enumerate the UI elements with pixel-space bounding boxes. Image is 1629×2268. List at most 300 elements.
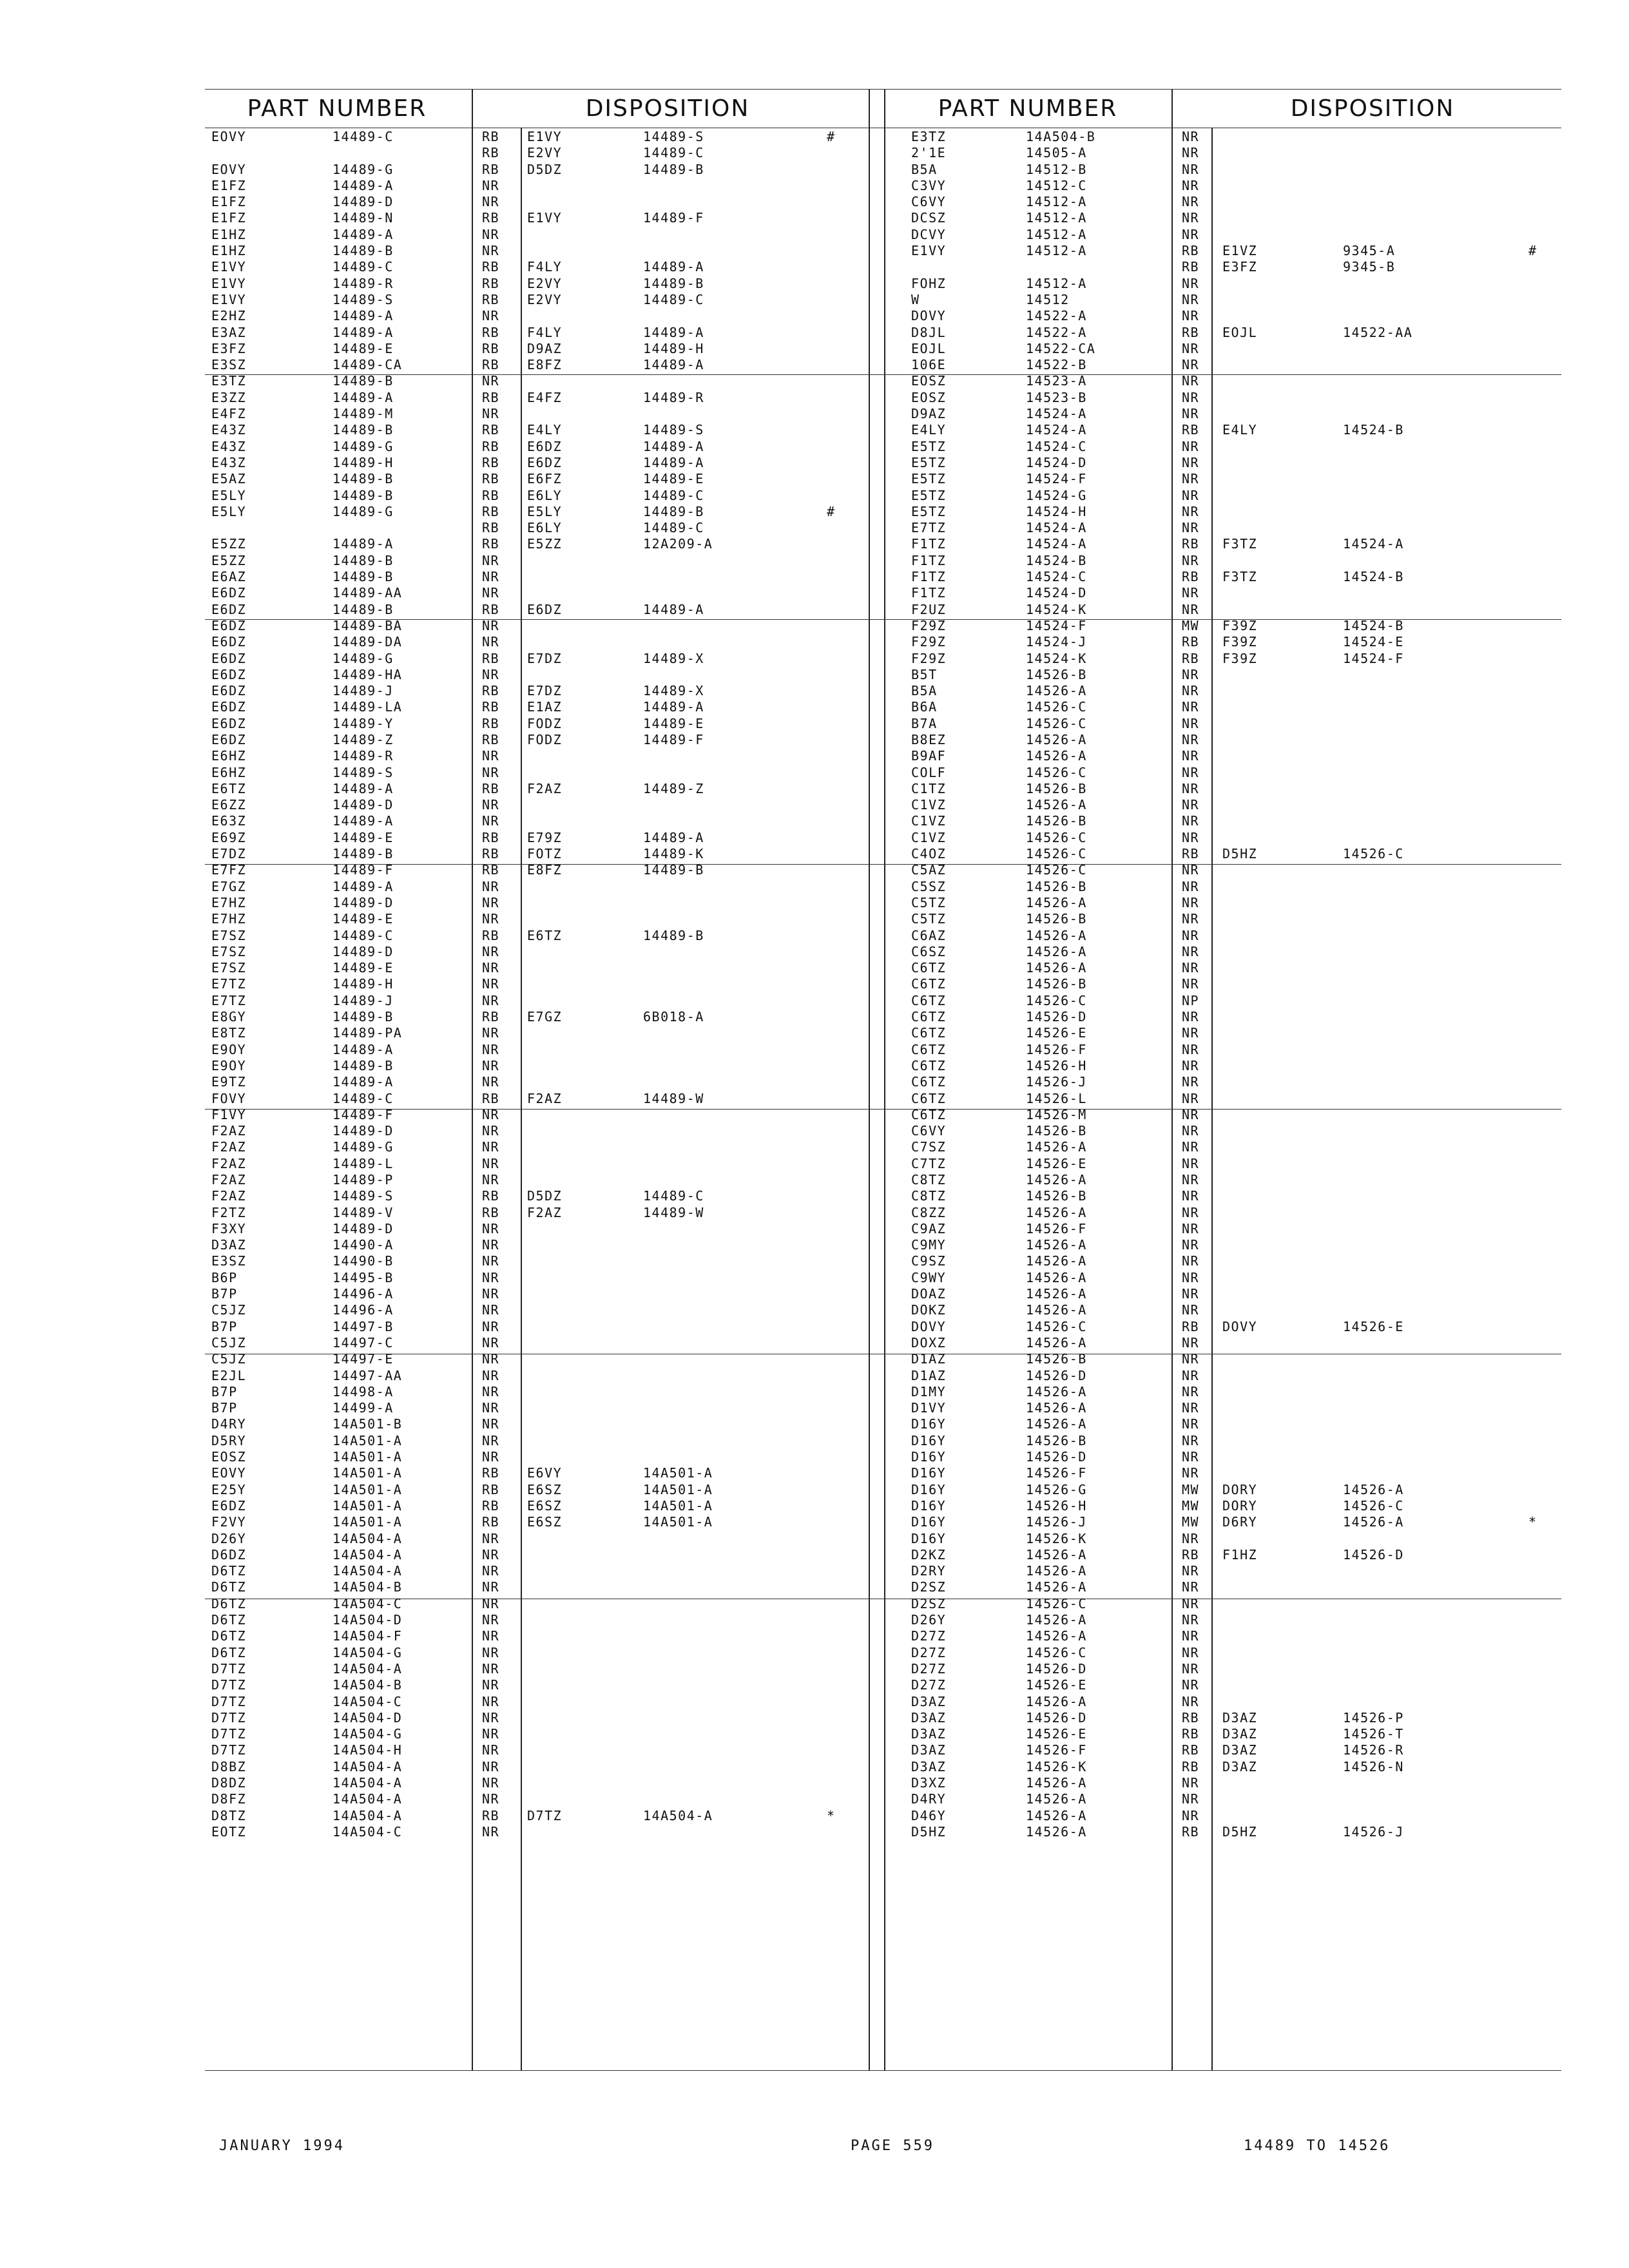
disposition-code-cell: NR [482,1677,500,1693]
disposition-code-cell: NR [482,764,500,780]
disposition-code-cell: RB [482,340,500,356]
disposition-code-cell: RB [1182,634,1200,650]
table-row [205,276,869,292]
disposition-code-cell: NR [1182,1774,1200,1791]
base-suffix-cell: 14489-D [333,194,394,210]
new-number-cell: 14489-A [643,454,704,470]
table-row [884,1368,1567,1384]
table-row [205,1824,869,1840]
base-suffix-cell: 14526-C [1026,829,1087,845]
base-suffix-cell: 14523-B [1026,389,1087,405]
prefix-cell: D8FZ [211,1791,247,1807]
center-divider-a [869,89,870,2070]
prefix-cell: C6AZ [911,927,947,943]
table-row [884,1661,1567,1677]
prefix-cell: FOVY [211,1090,247,1106]
prefix-cell: E7SZ [211,943,247,959]
new-number-cell: 14489-C [643,291,704,307]
base-suffix-cell: 14522-A [1026,324,1087,340]
new-prefix-cell: E1VY [527,210,563,226]
base-suffix-cell: 14489-A [333,308,394,324]
disposition-code-cell: NR [482,634,500,650]
new-prefix-cell: E6FZ [527,471,563,487]
base-suffix-cell: 14526-A [1026,1791,1087,1807]
new-prefix-cell: E8FZ [527,357,563,373]
prefix-cell: E7HZ [211,894,247,910]
disposition-code-cell: NR [1182,943,1200,959]
table-row [205,1759,869,1775]
prefix-cell: D7TZ [211,1726,247,1742]
new-prefix-cell: E5LY [527,503,563,519]
disposition-code-cell: NR [482,1074,500,1090]
prefix-cell: D16Y [911,1497,947,1514]
disposition-code-cell: NR [482,552,500,568]
table-row [205,129,869,145]
disposition-code-cell: NR [482,308,500,324]
table-row [884,602,1567,618]
new-number-cell: 14489-S [643,129,704,144]
new-number-cell: 14524-B [1343,569,1404,585]
table-row [205,145,869,161]
bottom-rule [205,2070,1561,2071]
new-number-cell: 14489-F [643,210,704,226]
footer-range: 14489 TO 14526 [1244,2138,1391,2154]
prefix-cell: D16Y [911,1432,947,1448]
table-row [205,1025,869,1041]
prefix-cell: F29Z [911,617,947,633]
prefix-cell: E7HZ [211,911,247,927]
disposition-code-cell: NR [482,569,500,585]
table-row [205,1156,869,1172]
disposition-code-cell: NR [482,1155,500,1171]
right-parts-list [884,129,1567,1840]
prefix-cell: C6TZ [911,1057,947,1073]
prefix-cell: E43Z [211,438,247,454]
prefix-cell: C9WY [911,1269,947,1285]
table-row [884,1514,1567,1530]
disposition-code-cell: RB [482,259,500,275]
base-suffix-cell: 14489-S [333,764,394,780]
disposition-code-cell: NR [482,226,500,242]
base-suffix-cell: 14A504-A [333,1660,403,1677]
prefix-cell: E1VY [211,259,247,275]
table-row [205,1351,869,1367]
prefix-cell: D3AZ [911,1726,947,1742]
disposition-code-cell: NR [482,1546,500,1562]
base-suffix-cell: 14489-LA [333,699,403,715]
prefix-cell: E2HZ [211,308,247,324]
prefix-cell: D6TZ [211,1644,247,1660]
prefix-cell: D6TZ [211,1563,247,1579]
disposition-code-cell: NR [1182,1057,1200,1073]
disposition-code-cell: NR [1182,1025,1200,1041]
prefix-cell: F29Z [911,634,947,650]
base-suffix-cell: 14523-A [1026,373,1087,389]
new-prefix-cell: F3TZ [1222,536,1258,552]
new-number-cell: 14489-X [643,650,704,666]
prefix-cell: E6DZ [211,683,247,699]
table-row [205,1742,869,1758]
new-prefix-cell: DORY [1222,1497,1258,1514]
base-suffix-cell: 14489-D [333,1123,394,1139]
new-prefix-cell: F39Z [1222,617,1258,633]
new-prefix-cell: E6SZ [527,1514,563,1530]
disposition-code-cell: NR [1182,487,1200,503]
disposition-code-cell: NR [1182,1253,1200,1269]
prefix-cell: E1VY [911,243,947,259]
new-number-cell: 14489-W [643,1204,704,1220]
prefix-cell: D6TZ [211,1628,247,1644]
new-prefix-cell: E6DZ [527,601,563,617]
base-suffix-cell: 14A504-A [333,1563,403,1579]
new-number-cell: 14489-X [643,683,704,699]
prefix-cell: C6TZ [911,1009,947,1025]
prefix-cell: EOSZ [911,389,947,405]
prefix-cell: E6DZ [211,715,247,731]
prefix-cell: D5HZ [911,1823,947,1840]
prefix-cell: DOXZ [911,1334,947,1350]
disposition-code-cell: NR [1182,699,1200,715]
prefix-cell: D7TZ [211,1660,247,1677]
base-suffix-cell: 14489-R [333,275,394,291]
base-suffix-cell: 14489-D [333,894,394,910]
disposition-code-cell: NR [482,373,500,389]
disposition-code-cell: NR [482,1449,500,1465]
base-suffix-cell: 14526-A [1026,748,1087,764]
disposition-code-cell: NR [482,1823,500,1840]
table-row [205,390,869,406]
prefix-cell: E6DZ [211,585,247,601]
prefix-cell: D2SZ [911,1595,947,1611]
disposition-code-cell: NR [1182,1204,1200,1220]
base-suffix-cell: 14489-A [333,1041,394,1057]
prefix-cell: DOVY [911,1318,947,1334]
disposition-code-cell: NR [482,1172,500,1187]
table-row [884,422,1567,438]
table-row [884,748,1567,764]
disposition-code-cell: RB [482,389,500,405]
base-suffix-cell: 14524-D [1026,454,1087,470]
disposition-code-cell: NR [1182,145,1200,161]
disposition-code-cell: RB [482,829,500,845]
prefix-cell: E5TZ [911,487,947,503]
table-row [884,1384,1567,1400]
new-prefix-cell: E4LY [527,422,563,438]
new-number-cell: 14524-B [1343,617,1404,633]
base-suffix-cell: 14512-A [1026,226,1087,242]
table-row [884,1042,1567,1058]
table-row [205,1123,869,1139]
new-prefix-cell: FODZ [527,731,563,747]
disposition-code-cell: NR [1182,1351,1200,1367]
prefix-cell: D7TZ [211,1742,247,1758]
disposition-code-cell: MW [1182,617,1200,633]
table-row [205,1400,869,1416]
table-row [884,1710,1567,1726]
prefix-cell: F2AZ [211,1139,247,1155]
prefix-cell: E8TZ [211,1025,247,1041]
new-prefix-cell: E2VY [527,291,563,307]
base-suffix-cell: 14522-B [1026,357,1087,373]
note-cell: * [827,1807,836,1823]
right-part-number-header: PART NUMBER [938,95,1118,122]
base-suffix-cell: 14526-A [1026,1253,1087,1269]
disposition-code-cell: NR [1182,764,1200,780]
base-suffix-cell: 14526-J [1026,1074,1087,1090]
base-suffix-cell: 14489-D [333,1220,394,1236]
table-row [205,976,869,992]
table-row [205,1694,869,1710]
new-number-cell: 14489-B [643,503,704,519]
disposition-code-cell: NR [1182,1155,1200,1171]
disposition-code-cell: NR [482,1334,500,1350]
table-row [884,276,1567,292]
base-suffix-cell: 14524-K [1026,601,1087,617]
prefix-cell: E8GY [211,1009,247,1025]
base-suffix-cell: 14524-A [1026,406,1087,422]
prefix-cell: C6VY [911,1123,947,1139]
disposition-code-cell: NR [1182,1188,1200,1204]
prefix-cell: E43Z [211,454,247,470]
prefix-cell: DOVY [911,308,947,324]
disposition-code-cell: RB [482,161,500,177]
prefix-cell: E6DZ [211,1497,247,1514]
base-suffix-cell: 14A504-B [333,1579,403,1595]
disposition-code-cell: RB [482,1188,500,1204]
table-row [205,488,869,504]
new-number-cell: 14A501-A [643,1514,713,1530]
table-row [205,227,869,243]
disposition-code-cell: NR [482,1612,500,1628]
prefix-cell: D3AZ [211,1237,247,1253]
table-row [884,1563,1567,1579]
prefix-cell: C7TZ [911,1155,947,1171]
disposition-code-cell: NR [1182,829,1200,845]
base-suffix-cell: 14A504-C [333,1693,403,1709]
new-prefix-cell: F1HZ [1222,1546,1258,1562]
base-suffix-cell: 14489-C [333,1090,394,1106]
new-prefix-cell: DOVY [1222,1318,1258,1334]
base-suffix-cell: 14489-A [333,226,394,242]
table-row [884,976,1567,992]
table-row [205,210,869,226]
table-row [205,830,869,846]
base-suffix-cell: 14526-A [1026,1546,1087,1562]
base-suffix-cell: 14496-A [333,1302,394,1318]
new-prefix-cell: E2VY [527,275,563,291]
prefix-cell: D8TZ [211,1807,247,1823]
disposition-code-cell: RB [482,1514,500,1530]
disposition-code-cell: NR [482,1123,500,1139]
prefix-cell: D8DZ [211,1774,247,1791]
prefix-cell: E5TZ [911,438,947,454]
base-suffix-cell: 14489-B [333,1009,394,1025]
disposition-code-cell: NR [482,1139,500,1155]
disposition-code-cell: RB [1182,650,1200,666]
disposition-code-cell: RB [482,683,500,699]
prefix-cell: D4RY [911,1791,947,1807]
prefix-cell: C9AZ [911,1220,947,1236]
base-suffix-cell: 14489-A [333,1074,394,1090]
disposition-code-cell: NR [1182,715,1200,731]
base-suffix-cell: 14524-A [1026,536,1087,552]
disposition-code-cell: RB [482,1204,500,1220]
table-row [884,651,1567,667]
disposition-code-cell: NR [1182,357,1200,373]
prefix-cell: C3VY [911,177,947,193]
prefix-cell: E6DZ [211,601,247,617]
prefix-cell: DCVY [911,226,947,242]
table-row [884,1188,1567,1204]
table-row [884,325,1567,341]
disposition-code-cell: NR [482,1041,500,1057]
prefix-cell: D2KZ [911,1546,947,1562]
new-prefix-cell: E6TZ [527,927,563,943]
disposition-code-cell: NR [1182,275,1200,291]
base-suffix-cell: 14524-F [1026,471,1087,487]
table-row [205,1677,869,1693]
table-row [205,1514,869,1530]
new-prefix-cell: E1VY [527,129,563,144]
table-row [205,1205,869,1221]
base-suffix-cell: 14526-A [1026,894,1087,910]
new-number-cell: 14522-AA [1343,324,1413,340]
table-row [884,944,1567,960]
new-number-cell: 14489-E [643,715,704,731]
prefix-cell: B5A [911,161,938,177]
base-suffix-cell: 14489-C [333,259,394,275]
disposition-code-cell: RB [482,471,500,487]
base-suffix-cell: 14526-A [1026,927,1087,943]
table-row [884,162,1567,178]
table-row [205,1253,869,1269]
disposition-code-cell: RB [482,438,500,454]
disposition-code-cell: RB [482,927,500,943]
prefix-cell: EOSZ [211,1449,247,1465]
disposition-code-cell: NR [482,1220,500,1236]
disposition-code-cell: MW [1182,1514,1200,1530]
table-row [205,911,869,927]
table-row [205,781,869,797]
base-suffix-cell: 14489-E [333,340,394,356]
disposition-code-cell: NR [1182,1677,1200,1693]
base-suffix-cell: 14524-H [1026,503,1087,519]
base-suffix-cell: 14512 [1026,291,1070,307]
footer-date: JANUARY 1994 [219,2138,345,2154]
table-row [884,243,1567,259]
table-row [205,895,869,911]
table-row [884,1791,1567,1807]
prefix-cell: D26Y [911,1612,947,1628]
base-suffix-cell: 14A501-B [333,1416,403,1432]
new-number-cell: 14489-B [643,161,704,177]
footer-page: PAGE 559 [851,2138,934,2154]
disposition-code-cell: NR [1182,177,1200,193]
table-row [884,1824,1567,1840]
disposition-code-cell: NR [1182,601,1200,617]
table-row [205,1384,869,1400]
table-row [205,1710,869,1726]
prefix-cell: EOVY [211,1465,247,1481]
base-suffix-cell: 14490-A [333,1237,394,1253]
prefix-cell: B9AF [911,748,947,764]
new-prefix-cell: E6DZ [527,454,563,470]
new-number-cell: 14526-C [1343,1497,1404,1514]
prefix-cell: D8BZ [211,1758,247,1774]
base-suffix-cell: 14526-L [1026,1090,1087,1106]
disposition-code-cell: NR [1182,1416,1200,1432]
disposition-code-cell: NR [482,1351,500,1367]
note-cell: # [1528,243,1537,259]
prefix-cell: B5T [911,666,938,682]
prefix-cell: E5LY [211,503,247,519]
disposition-code-cell: NR [482,1432,500,1448]
new-prefix-cell: E4FZ [527,389,563,405]
table-row [884,1579,1567,1595]
prefix-cell: D3AZ [911,1742,947,1758]
new-number-cell: 14489-B [643,927,704,943]
base-suffix-cell: 14524-C [1026,438,1087,454]
disposition-code-cell: MW [1182,1481,1200,1497]
disposition-code-cell: NR [1182,1286,1200,1302]
table-row [205,455,869,471]
new-prefix-cell: D5DZ [527,1188,563,1204]
table-row [205,862,869,878]
new-number-cell: 14524-A [1343,536,1404,552]
new-number-cell: 14526-E [1343,1318,1404,1334]
table-row [884,667,1567,683]
prefix-cell: E5TZ [911,503,947,519]
new-number-cell: 14526-C [1343,846,1404,862]
base-suffix-cell: 14489-G [333,503,394,519]
new-prefix-cell: E2VY [527,145,563,161]
disposition-code-cell: NR [1182,1074,1200,1090]
base-suffix-cell: 14489-N [333,210,394,226]
table-row [205,243,869,259]
prefix-cell: W [911,291,920,307]
disposition-code-cell: NR [1182,226,1200,242]
table-row [205,471,869,487]
new-number-cell: 14489-F [643,731,704,747]
new-number-cell: 14526-A [1343,1481,1404,1497]
table-row [884,569,1567,585]
table-row [884,765,1567,781]
base-suffix-cell: 14489-G [333,1139,394,1155]
prefix-cell: E9OY [211,1041,247,1057]
table-row [884,1205,1567,1221]
prefix-cell: E1FZ [211,177,247,193]
base-suffix-cell: 14489-B [333,471,394,487]
table-row [205,1775,869,1791]
base-suffix-cell: 14526-M [1026,1106,1087,1122]
table-row [205,406,869,422]
prefix-cell: C9MY [911,1237,947,1253]
table-row [205,308,869,324]
base-suffix-cell: 14524-D [1026,585,1087,601]
table-row [205,536,869,552]
disposition-code-cell: RB [482,1465,500,1481]
base-suffix-cell: 14489-F [333,1106,394,1122]
disposition-code-cell: RB [482,454,500,470]
table-row [884,1058,1567,1074]
disposition-code-cell: NR [482,1660,500,1677]
disposition-code-cell: NR [482,992,500,1008]
base-suffix-cell: 14526-B [1026,878,1087,894]
prefix-cell: E43Z [211,422,247,438]
new-number-cell: 12A209-A [643,536,713,552]
prefix-cell: E1HZ [211,243,247,259]
table-row [884,1335,1567,1351]
